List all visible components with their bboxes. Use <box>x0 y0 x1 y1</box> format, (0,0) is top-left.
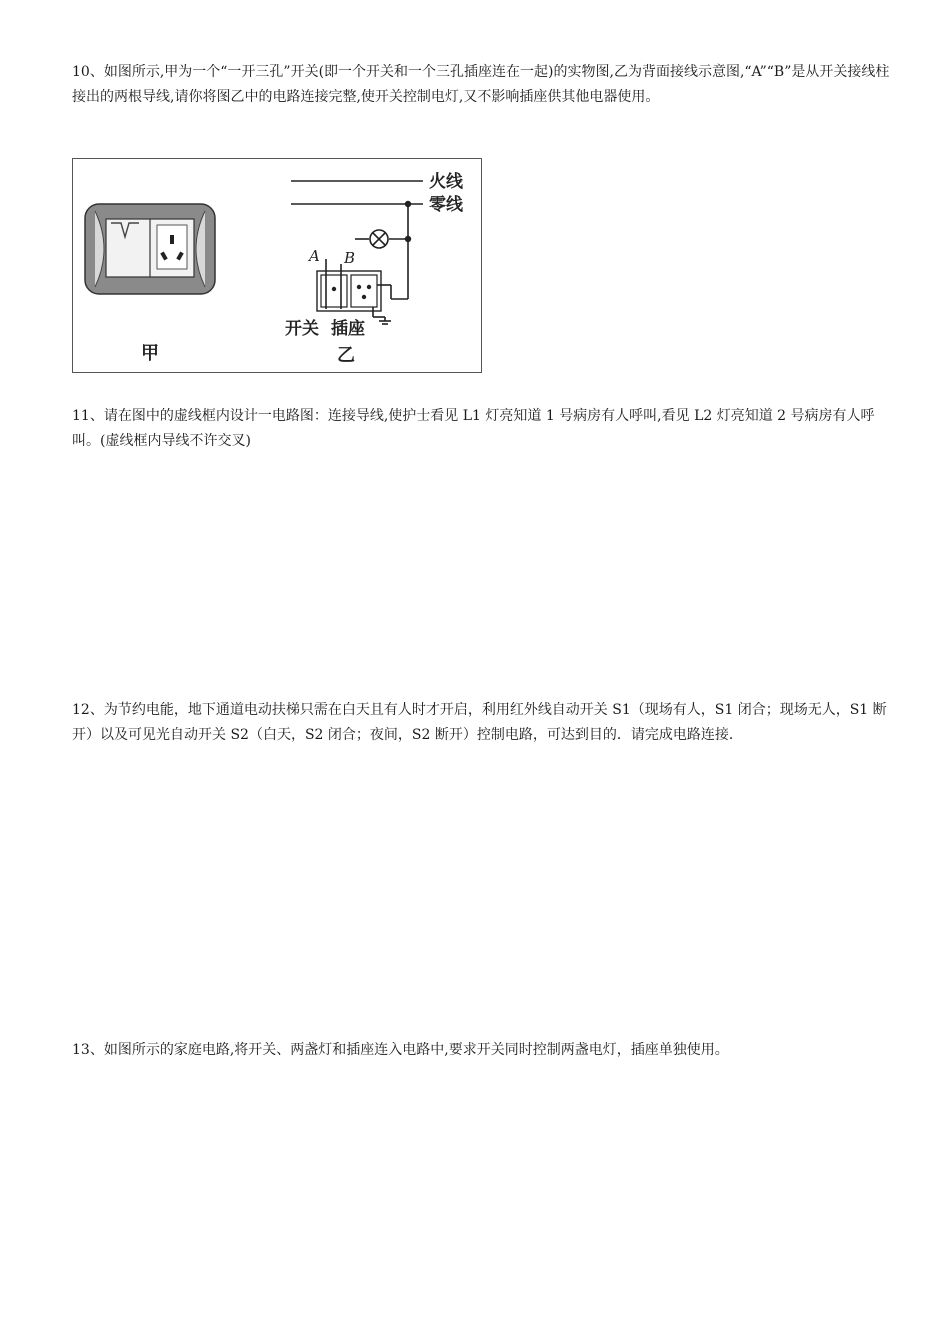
question-10-text: 10、如图所示,甲为一个“一开三孔”开关(即一个开关和一个三孔插座连在一起)的实物图,乙为背面接线示意图,“A”“B”是从开关接线柱接出的两根导线,请你将图乙中的电路连接完整,使开关控制电灯,又不影响插座供其他电器使用。 <box>72 64 890 105</box>
socket-label: 插座 <box>331 319 365 339</box>
lead-b-label: B <box>344 249 356 267</box>
neutral-wire-label: 零线 <box>429 195 463 215</box>
label-yi: 乙 <box>337 345 355 366</box>
switch-label: 开关 <box>285 319 319 339</box>
label-jia: 甲 <box>141 343 159 364</box>
socket-box <box>351 275 377 307</box>
lead-a-label: A <box>309 247 320 265</box>
wiring-diagram <box>73 159 483 374</box>
question-12-text: 12、为节约电能，地下通道电动扶梯只需在白天且有人时才开启，利用红外线自动开关 S1（现场有人，S1 闭合；现场无人，S1 断开）以及可见光自动开关 S2（白天，S2 闭合；夜间，S2 断开）控制电路，可达到目的．请完成电路连接． <box>72 702 887 743</box>
switch-socket-figure <box>72 158 482 373</box>
question-11-text: 11、请在图中的虚线框内设计一电路图：连接导线,使护士看见 L1 灯亮知道 1 号病房有人呼叫,看见 L2 灯亮知道 2 号病房有人呼叫。(虚线框内导线不许交叉) <box>72 408 875 449</box>
panel-photo <box>85 204 215 294</box>
live-wire-label: 火线 <box>429 172 463 192</box>
question-13-text: 13、如图所示的家庭电路,将开关、两盏灯和插座连入电路中,要求开关同时控制两盏电灯，插座单独使用。 <box>72 1042 729 1058</box>
